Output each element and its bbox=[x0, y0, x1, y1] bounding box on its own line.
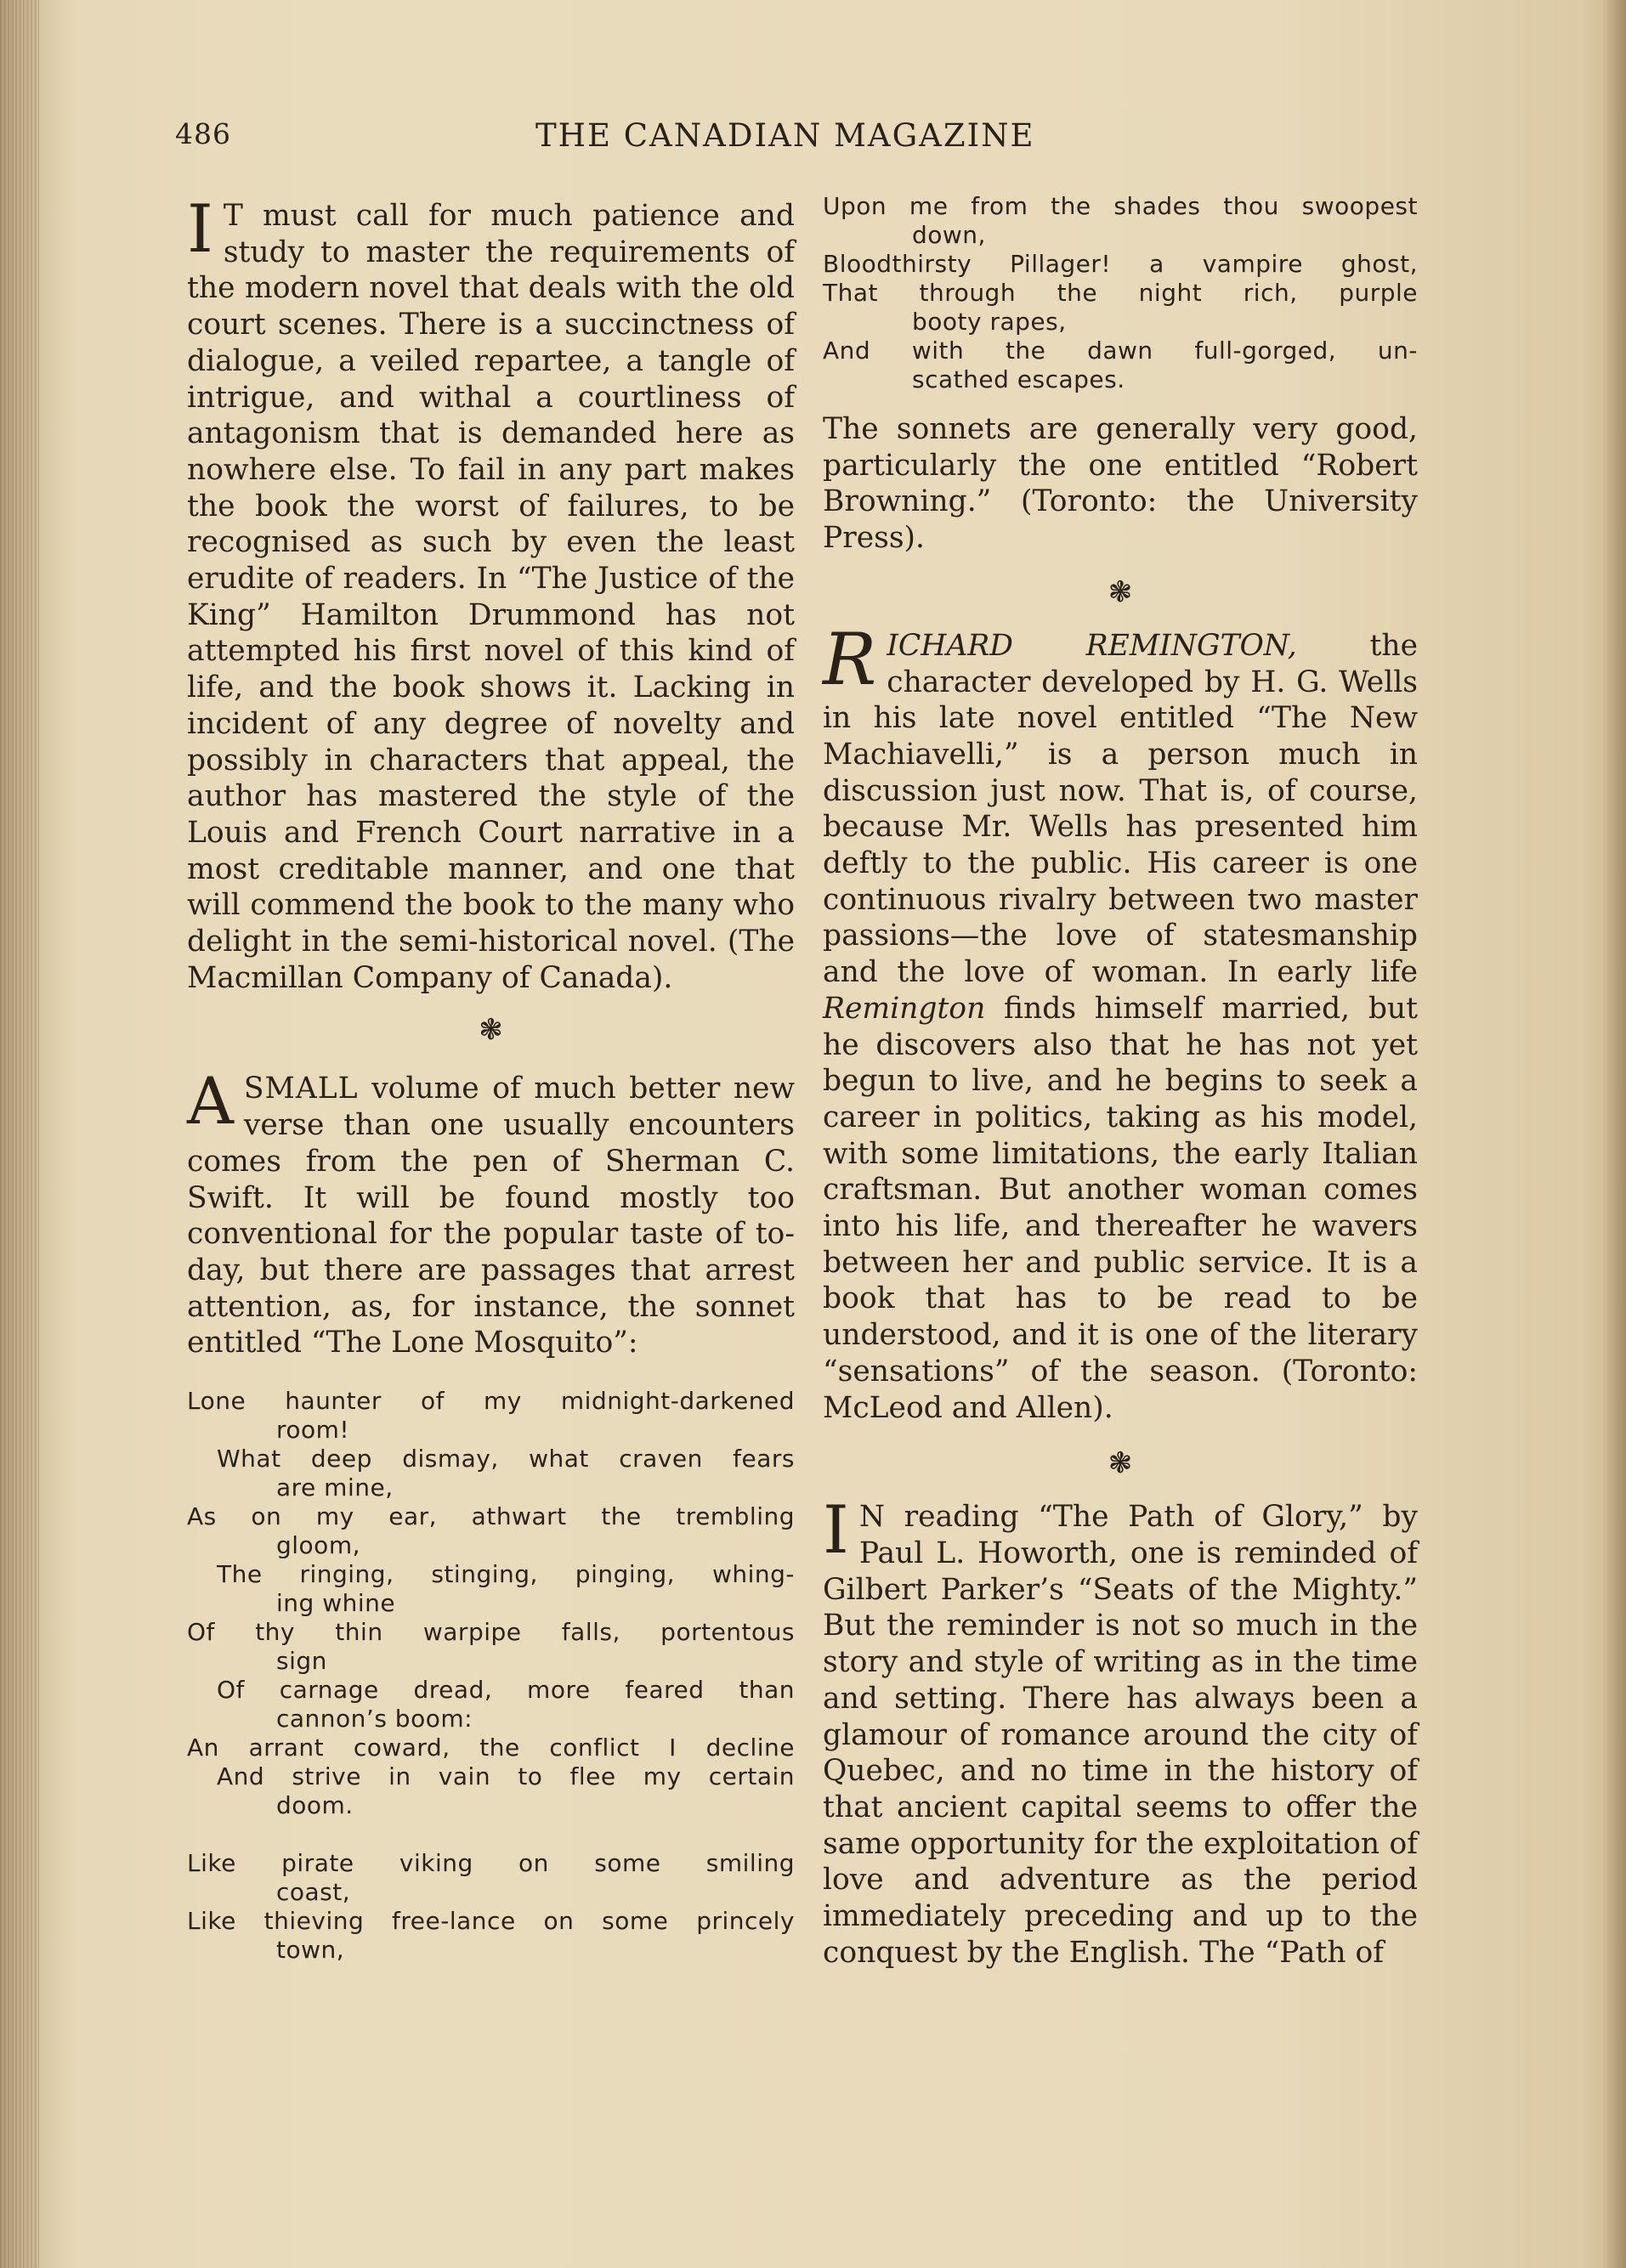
poem-line: Like pirate viking on some smiling bbox=[187, 1849, 795, 1878]
poem-line: cannon’s boom: bbox=[276, 1705, 473, 1734]
poem-line: Like thieving free-lance on some princely bbox=[187, 1907, 795, 1936]
drop-cap: A bbox=[187, 1063, 234, 1140]
review-text: volume of much better new verse than one usually encounters comes from the pen of Sherman C. Swift. It will be found mostly too conventional for the popular taste of to-day, but there are passages that arrest attention, as, for instance, the sonnet entitled “The Lone Mosquito”: bbox=[187, 1072, 795, 1360]
poem-line: Lone haunter of my midnight-darkened bbox=[187, 1387, 795, 1416]
poem-line: What deep dismay, what craven fears bbox=[217, 1445, 795, 1473]
poem-line: room! bbox=[276, 1416, 350, 1445]
right-column bbox=[823, 192, 1418, 1971]
lead-word: SMALL bbox=[243, 1072, 359, 1106]
poem-line: sign bbox=[276, 1647, 327, 1676]
poem-line: coast, bbox=[276, 1878, 351, 1907]
poem-line: An arrant coward, the conflict I decline bbox=[187, 1734, 795, 1762]
italic-name: Remington bbox=[823, 991, 986, 1026]
drop-cap: I bbox=[187, 191, 213, 268]
poem-line: The ringing, stinging, pinging, whing- bbox=[217, 1560, 795, 1589]
poem-line: gloom, bbox=[276, 1531, 360, 1560]
poem-line: scathed escapes. bbox=[912, 365, 1125, 393]
poem-line: down, bbox=[912, 221, 986, 249]
review-path-of-glory bbox=[823, 1492, 1418, 1971]
review-sherman-swift bbox=[187, 1063, 795, 1361]
review-text: the character developed by H. G. Wells in his late novel entitled “The New Machiavelli,” is a person much in discussion just now. That is, of course, because Mr. Wells has presented him deftly to the public. His career is one continuous rivalry between two master passions—the love of statesmanship and the love of woman. In early life Remington finds himself married, but he discovers also that he has not yet begun to live, and he begins to seek a career in politics, taking as his model, with some limitations, the early Italian craftsman. But another woman comes into his life, and thereafter he wavers between her and public service. It is a book that has to be read to be understood, and it is one of the literary “sensations” of the season. (Toronto: McLeod and Allen). bbox=[823, 628, 1419, 1425]
poem-line: ing whine bbox=[276, 1589, 396, 1618]
poem-stanza-1 bbox=[187, 1387, 795, 1820]
section-ornament: ❃ bbox=[479, 1013, 503, 1048]
poem-stanza-2 bbox=[187, 1849, 795, 1965]
poem-line: That through the night rich, purple bbox=[823, 279, 1418, 307]
running-title: THE CANADIAN MAGAZINE bbox=[535, 117, 1035, 154]
page-edge-shadow bbox=[1602, 0, 1626, 2268]
left-column bbox=[187, 191, 795, 1965]
page-binding-shadow bbox=[0, 0, 39, 2268]
review-justice-of-the-king bbox=[187, 191, 795, 996]
poem-line: are mine, bbox=[276, 1473, 394, 1502]
section-ornament: ❃ bbox=[1108, 1446, 1133, 1481]
poem-line: town, bbox=[276, 1936, 345, 1965]
poem-line: doom. bbox=[276, 1791, 354, 1820]
drop-cap: R bbox=[823, 617, 877, 701]
drop-cap: I bbox=[823, 1492, 849, 1570]
poem-line: And with the dawn full-gorged, un- bbox=[823, 337, 1418, 365]
review-text: N reading “The Path of Glory,” by Paul L. Howorth, one is reminded of Gilbert Parker’s “Seats of the Mighty.” But the reminder is not so much in the story and style of writing as in the time and setting. There has always been a glamour of romance around the city of Quebec, and no time in the history of that ancient capital seems to offer the same opportunity for the exploitation of love and adventure as the period immediately preceding and up to the conquest by the English. The “Path of bbox=[823, 1500, 1418, 1970]
review-richard-remington bbox=[823, 617, 1419, 1426]
poem-stanza-2-continued bbox=[823, 192, 1418, 394]
poem-line: Bloodthirsty Pillager! a vampire ghost, bbox=[823, 250, 1418, 278]
poem-line: Of thy thin warpipe falls, portentous bbox=[187, 1618, 795, 1647]
poem-line: Of carnage dread, more feared than bbox=[217, 1676, 795, 1705]
poem-line: booty rapes, bbox=[912, 308, 1067, 336]
review-text: The sonnets are generally very good, particularly the one entitled “Robert Browning.” (Toronto: the University Press). bbox=[823, 412, 1418, 556]
page-header bbox=[175, 117, 1433, 160]
section-ornament: ❃ bbox=[1108, 574, 1133, 609]
page-number: 486 bbox=[175, 117, 231, 150]
lead-name: ICHARD REMINGTON, bbox=[887, 628, 1297, 663]
poem-line: As on my ear, athwart the trembling bbox=[187, 1502, 795, 1531]
poem-line: And strive in vain to flee my certain bbox=[217, 1762, 795, 1791]
poem-line: Upon me from the shades thou swoopest bbox=[823, 192, 1418, 220]
review-text: T must call for much patience and study to master the requirements of the modern novel that deals with the old court scenes. There is a succinctness of dialogue, a veiled repartee, a tangle of intrigue, and withal a courtliness of antagonism that is demanded here as nowhere else. To fail in any part makes the book the worst of failures, to be recognised as such by even the least erudite of readers. In “The Justice of the King” Hamilton Drummond has not attempted his first novel of this kind of life, and the book shows it. Lacking in incident of any degree of novelty and possibly in characters that appeal, the author has mastered the style of the Louis and French Court narrative in a most creditable manner, and one that will commend the book to the many who delight in the semi-historical novel. (The Macmillan Company of Canada). bbox=[187, 199, 795, 995]
